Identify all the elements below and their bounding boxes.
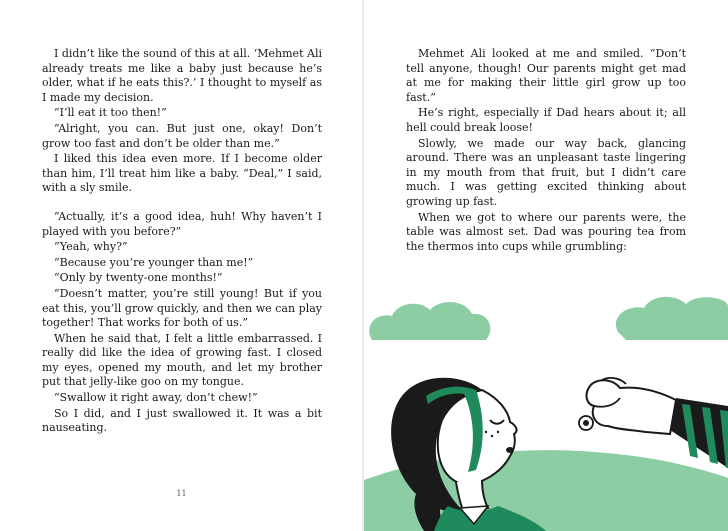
- right-page-text: [406, 47, 686, 255]
- right-cloud: [616, 297, 728, 340]
- paragraph: He’s right, especially if Dad hears about it; all hell could break loose!: [406, 106, 686, 134]
- story-illustration: [364, 280, 728, 531]
- freckle: [485, 431, 487, 433]
- paragraph: “Actually, it’s a good idea, huh! Why haven’t I played with you before?”: [42, 209, 322, 238]
- paragraph: “Yeah, why?”: [54, 240, 128, 254]
- paragraph: When we got to where our parents were, the table was almost set. Dad was pouring tea from the thermos into cups while grumbling:: [406, 210, 686, 253]
- girl-open-mouth: [506, 447, 514, 453]
- paragraph: “I’ll eat it too then!”: [54, 106, 167, 120]
- paragraph: So I did, and I just swallowed it. It was a bit nauseating.: [42, 406, 322, 435]
- paragraph: When he said that, I felt a little embarrassed. I really did like the idea of growing fast. I closed my eyes, opened my mouth, and let my brother put that jelly-like goo on my tongue.: [42, 331, 322, 389]
- paragraph: I liked this idea even more. If I become older than him, I’ll treat him like a baby. “Deal,” I said, with a sly smile.: [42, 152, 322, 195]
- paragraph: “Swallow it right away, don’t chew!”: [54, 391, 258, 405]
- paragraph: “Alright, you can. But just one, okay! Don’t grow too fast and don’t be older than me.”: [42, 121, 322, 150]
- paragraph: Slowly, we made our way back, glancing around. There was an unpleasant taste lingering in my mouth from that fruit, but I didn’t care much. I was getting excited thinking about growing up fast.: [406, 136, 686, 208]
- left-cloud: [369, 302, 490, 340]
- paragraph: Mehmet Ali looked at me and smiled. “Don’t tell anyone, though! Our parents might get mad at me for making their little girl grow up too fast.”: [406, 47, 686, 104]
- paragraph: “Only by twenty-one months!”: [54, 271, 223, 285]
- paragraph: “Doesn’t matter, you’re still young! But if you eat this, you’ll grow quickly, and then we can play together! That works for both of us.”: [42, 286, 322, 330]
- striped-sleeve: [670, 398, 728, 468]
- right-page: [364, 0, 728, 531]
- paragraph: I didn’t like the sound of this at all. ‘Mehmet Ali already treats me like a baby just because he’s older, what if he eats this?.’ I thought to myself as I made my decision.: [42, 47, 322, 104]
- left-page: [0, 0, 363, 531]
- page-number: 11: [176, 489, 187, 498]
- freckle: [497, 431, 499, 433]
- fruit-seed: [583, 420, 589, 426]
- left-page-text: [42, 47, 322, 437]
- freckle: [491, 435, 493, 437]
- paragraph: “Because you’re younger than me!”: [54, 255, 254, 269]
